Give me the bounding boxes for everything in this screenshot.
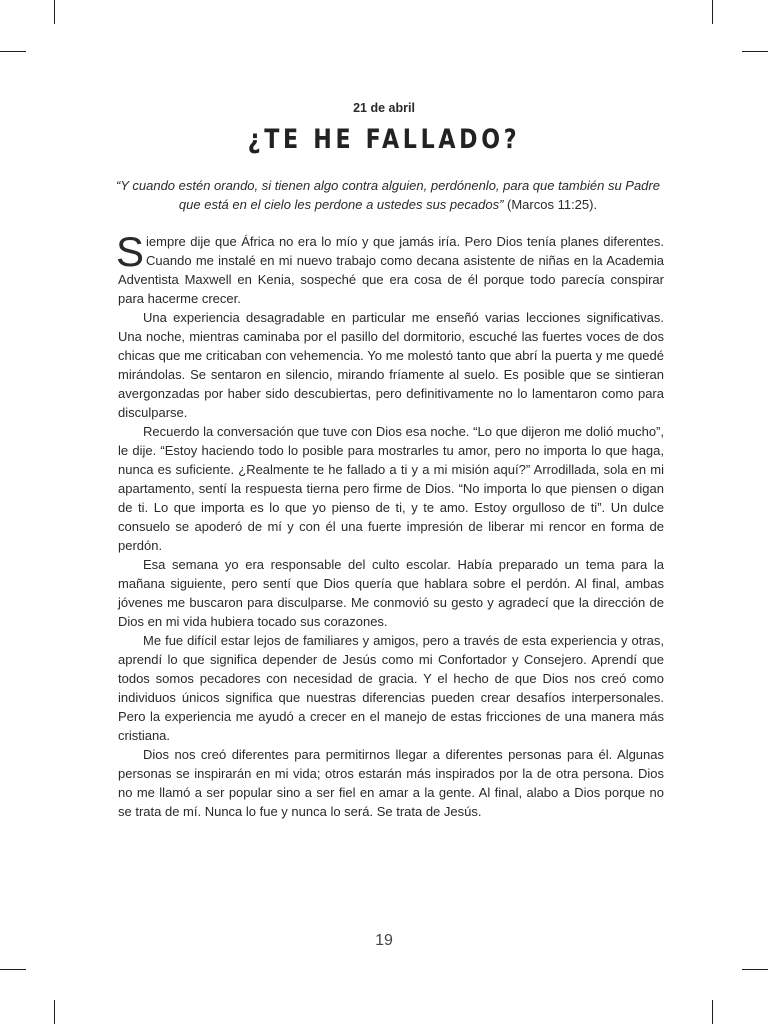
crop-mark xyxy=(712,0,713,24)
body-paragraph: Me fue difícil estar lejos de familiares y amigos, pero a través de esta experiencia y otras, aprendí lo que significa depender de Jesús como mi Confortador y Consejero. Aprendí que todos somos pecadores con necesidad de gracia. Y el hecho de que Dios nos creó como individuos únicos significa que nuestras diferencias pueden crear desafíos interpersonales. Pero la experiencia me ayudó a crecer en el manejo de estas fricciones de una manera más cristiana. xyxy=(118,633,664,743)
drop-cap: S xyxy=(116,228,145,275)
crop-mark xyxy=(54,0,55,24)
verse-quote: “Y cuando estén orando, si tienen algo contra alguien, perdónenlo, para que también su Padre que está en el cielo les perdone a ustedes sus pecados” xyxy=(116,178,660,212)
crop-mark xyxy=(0,969,26,970)
devotional-body xyxy=(116,228,664,821)
body-paragraph: Siempre dije que África no era lo mío y que jamás iría. Pero Dios tenía planes diferentes. Cuando me instalé en mi nuevo trabajo como decana asistente de niñas en la Academia Adventista Maxwell en Kenia, sospeché que era cosa de él porque todo parecía conspirar para hacerme crecer. xyxy=(116,228,664,306)
crop-mark xyxy=(742,51,768,52)
body-paragraph: Una experiencia desagradable en particular me enseñó varias lecciones significativas. Una noche, mientras caminaba por el pasillo del dormitorio, escuché las fuertes voces de dos chicas que me criticaban con vehemencia. Yo me molestó tanto que abrí la puerta y me quedé mirándolas. Se sentaron en silencio, mirando fríamente al suelo. Es posible que se sintieran avergonzadas por haber sido descubiertas, pero definitivamente no lo lamentaron como para disculparse. xyxy=(118,310,664,420)
body-paragraph: Dios nos creó diferentes para permitirnos llegar a diferentes personas para él. Algunas personas se inspirarán en mi vida; otros estarán más inspirados por la de otra persona. Dios no me llamó a ser popular sino a ser fiel en amar a la gente. Al final, alabo a Dios porque no se trata de mí. Nunca lo fue y nunca lo será. Se trata de Jesús. xyxy=(118,747,664,819)
body-paragraph: Esa semana yo era responsable del culto escolar. Había preparado un tema para la mañana siguiente, pero sentí que Dios quería que hablara sobre el perdón. Al final, ambas jóvenes me buscaron para disculparse. Me conmovió su gesto y agradecí que la dirección de Dios en mi vida hubiera tocado sus corazones. xyxy=(118,557,664,629)
bible-verse xyxy=(112,176,664,214)
page-number: 19 xyxy=(375,932,393,949)
crop-mark xyxy=(742,969,768,970)
body-paragraph: Recuerdo la conversación que tuve con Dios esa noche. “Lo que dijeron me dolió mucho”, le dije. “Estoy haciendo todo lo posible para mostrarles tu amor, pero no importa lo que haga, nunca es suficiente. ¿Realmente te he fallado a ti y a mi misión aquí?” Arrodillada, sola en mi apartamento, sentí la respuesta tierna pero firme de Dios. “No importa lo que piensen o digan de ti. Lo que importa es lo que yo pienso de ti, y te amo. Estoy orgulloso de ti”. Un dulce consuelo se apoderó de mí y con él una fuerte impresión de liberar mi rencor en forma de perdón. xyxy=(118,424,664,553)
entry-date: 21 de abril xyxy=(353,101,415,115)
verse-reference: (Marcos 11:25). xyxy=(503,197,598,212)
crop-mark xyxy=(54,1000,55,1024)
page-title: ¿TE HE FALLADO? xyxy=(247,124,521,155)
crop-mark xyxy=(0,51,26,52)
crop-mark xyxy=(712,1000,713,1024)
